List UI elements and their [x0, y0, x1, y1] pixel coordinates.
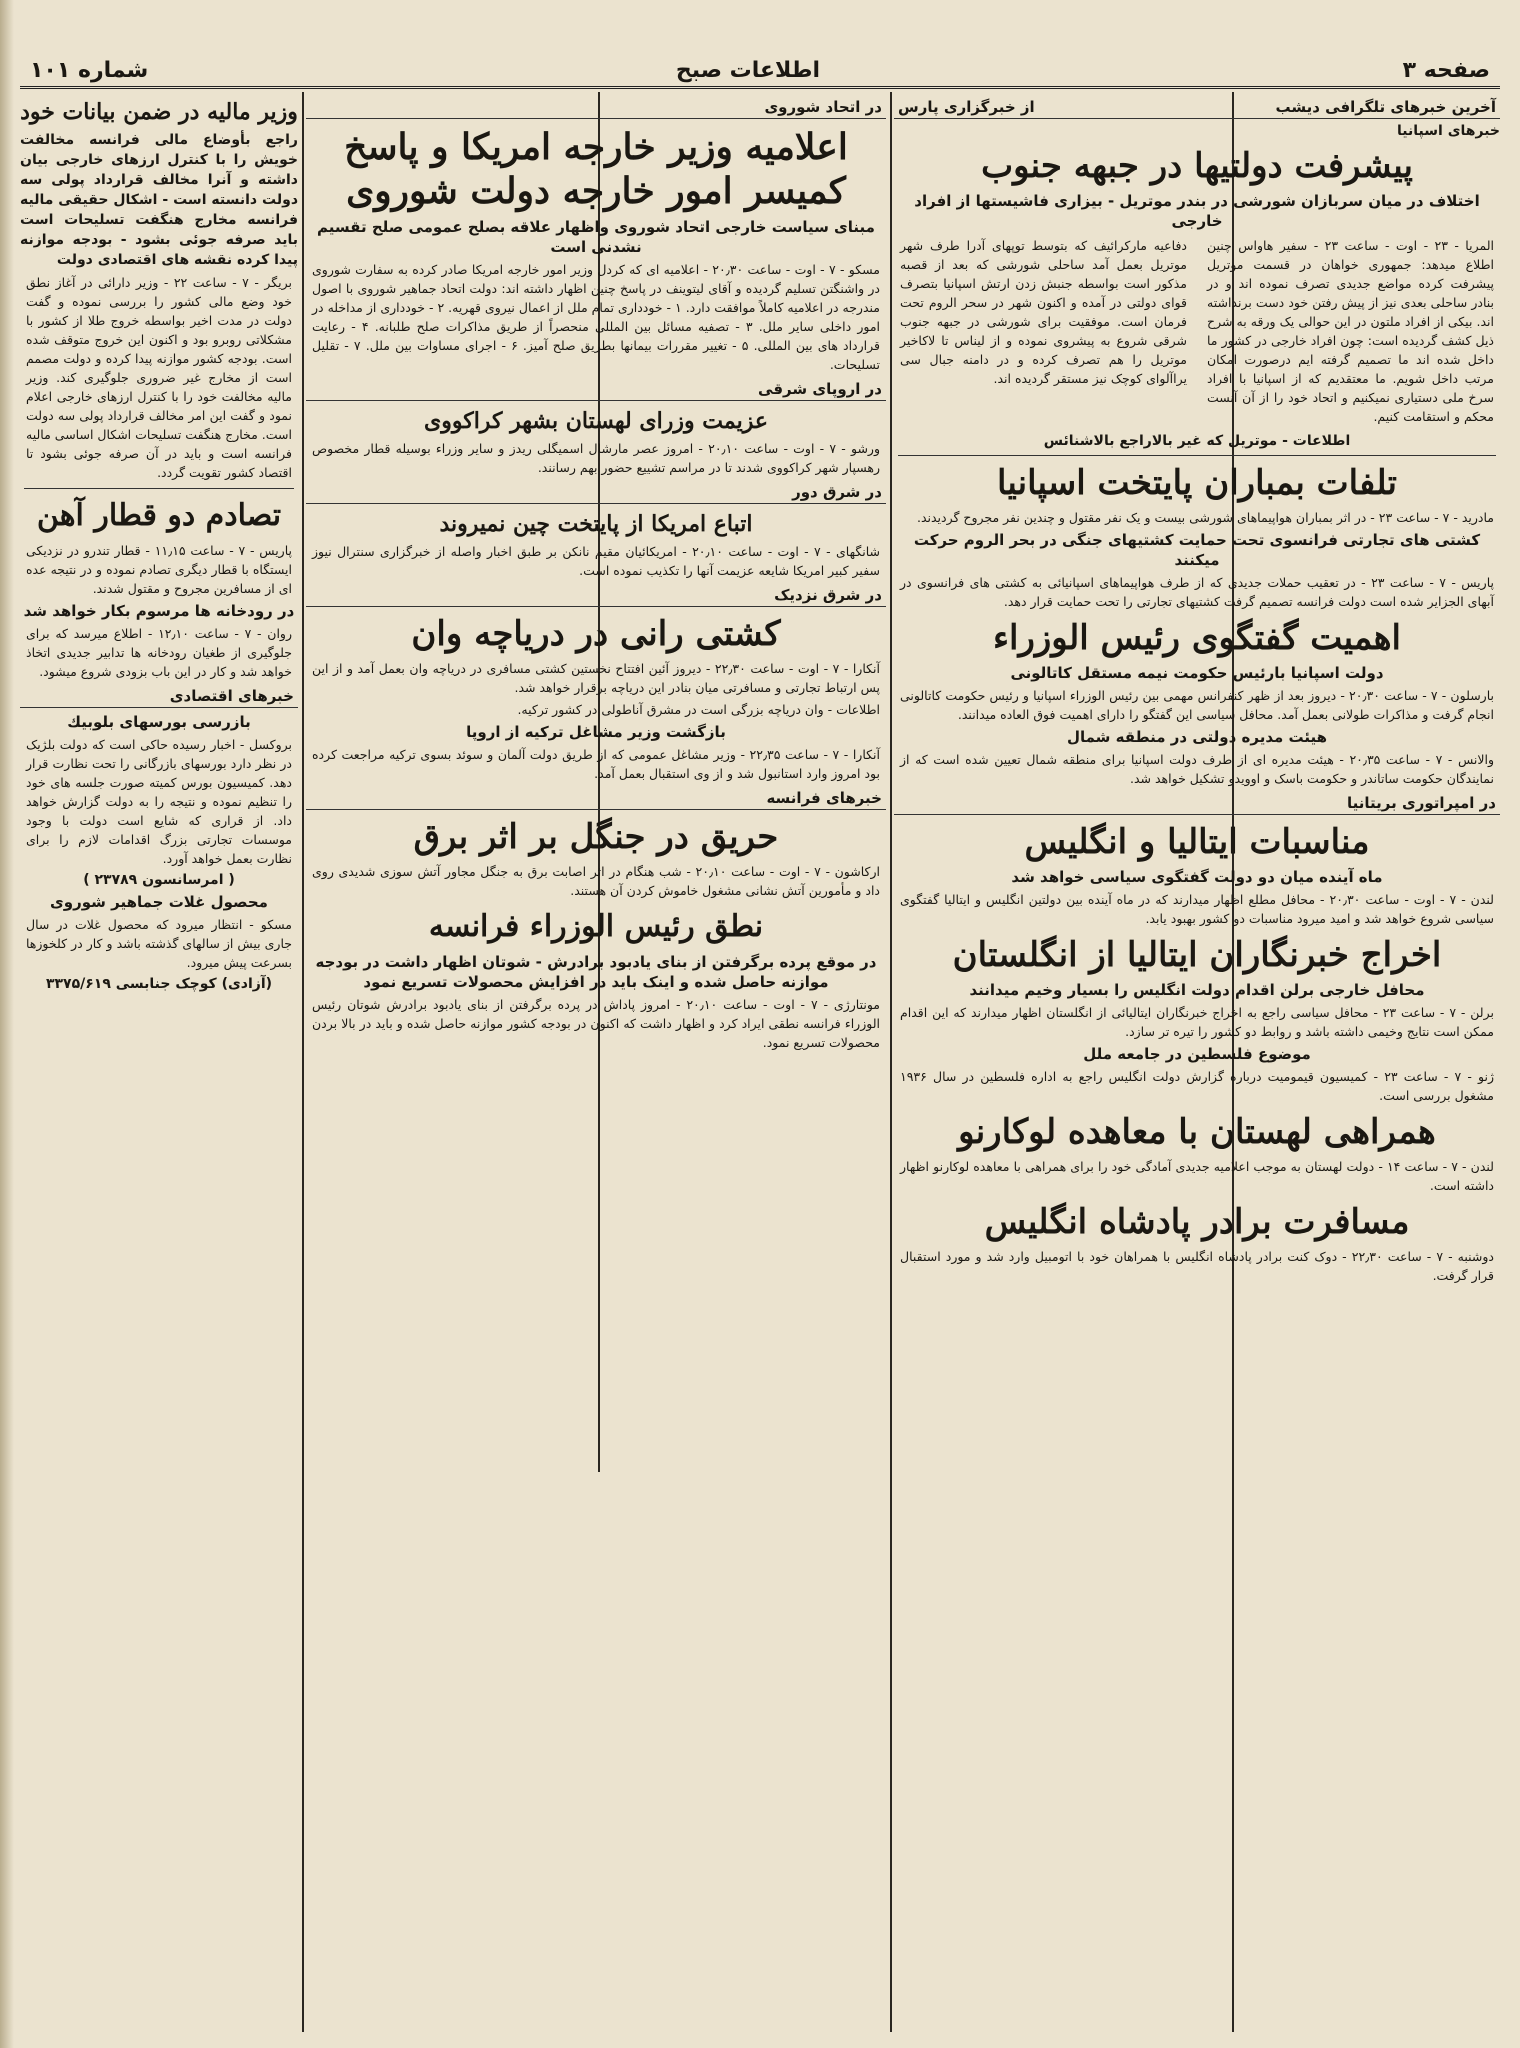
headline-train: تصادم دو قطار آهن: [36, 498, 282, 533]
article-turk: آنکارا - ۷ - ساعت ۲۲٫۳۵ - وزیر مشاغل عمومی که از طریق دولت آلمان و سوئد بسوی ترکیه مراجعت کرده بود امروز وارد استانبول شد و از وی استقبال بعمل آمد.: [312, 747, 880, 781]
footer-ad: (آزادی) کوچک جنابسی ۳۳۷۵/۶۱۹: [45, 976, 273, 992]
subhead-exchange: بازرسی بورسهای بلوبیك: [67, 713, 251, 731]
article-china: شانگهای - ۷ - اوت - ساعت ۲۰٫۱۰ - امریکائیان مقیم نانکن بر طبق اخبار واصله از خبرگزاری سنترال نیوز سفیر کبیر امریکا شایعه عزیمت آنها را تکذیب نموده است.: [312, 544, 880, 578]
dateline: اطلاعات - موتریل که غیر بالاراجع بالاشنائس: [1043, 433, 1351, 449]
subhead-palestine: موضوع فلسطین در جامعه ملل: [1083, 1045, 1311, 1063]
article-madrid: مادرید - ۷ - ساعت ۲۳ - در اثر بمباران هواپیماهای شورشی بیست و یک نفر مقتول و چندین نفر مجروح گردیدند.: [916, 510, 1494, 525]
article-finance: بریگر - ۷ - ساعت ۲۲ - وزیر دارائی در آغاز نطق خود وضع مالی کشور را بررسی نموده و گفت دولت در مدت اخیر بواسطه خروج طلا از کشور با مشکلاتی روبرو بود و اکنون این خروج متوقف شده است. بودجه کشور موازنه پیدا کرده و دولت مصمم است از مخارج غیر ضروری جلوگیری کند. وزیر مالیه مخالفت خود را با کنترل ارزهای خارجی اعلام نمود و گفت این امر مخالف قرارداد پولی سه دولت است. مخارج هنگفت تسلیحات اشکال اساسی مالیه فرانسه است و باید در آن صرفه جوئی بشود تا اقتصاد کشور تقویت گردد.: [26, 275, 292, 480]
article-progress: المریا - ۲۳ - اوت - ساعت ۲۳ - سفیر هاواس چنین اطلاع میدهد: جمهوری خواهان در قسمت موتریل پیشرفت کرده مواضع جدیدی تصرف نموده اند و در بنادر ساحلی بعدی نیز از پیش رفتن خود دست برنداشته اند. بیکی از افراد ملتون در این حوالی یک ورقه به شرح ذیل کشف گردیده است: چون افراد خارجی در کشور ما داخل شده اند ما تصمیم گرفته ایم درصورت امکان مرتب داخل شویم. ما معتقدیم که از اسپانیا با افراد سرخ ملی دستیاری نمیکنیم و اتحاد خود را از آن آنست محکم و استقامت کنیم.: [1207, 238, 1495, 424]
subhead-us: مبنای سیاست خارجی اتحاد شوروی واظهار علاقه بصلح عمومی صلح تقسیم نشدنی است: [317, 218, 875, 256]
headline-fire: حریق در جنگل بر اثر برق: [413, 817, 779, 857]
section-spain: خبرهای اسپانیا: [1397, 123, 1500, 139]
subhead-talk: دولت اسپانیا بارئیس حکومت نیمه مستقل کاتالونی: [1010, 664, 1384, 682]
subhead-ships: کشتی های تجارتی فرانسوی تحت حمایت کشتیهای جنگی در بحر الروم حرکت میکنند: [913, 531, 1481, 569]
article-boat: آنکارا - ۷ - اوت - ساعت ۲۲٫۳۰ - دیروز آئین افتتاح نخستین کشتی مسافری در دریاچه وان بعمل آمد و از این پس ارتباط تجارتی و مسافرتی میان بنادر این دریاچه برقرار خواهد شد.: [312, 661, 880, 695]
subhead-river: در رودخانه ها مرسوم بکار خواهد شد: [23, 602, 295, 620]
divider: [24, 488, 294, 489]
article-north: والانس - ۷ - ساعت ۲۰٫۳۵ - هیئت مدیره ای از طرف دولت اسپانیا برای منطقه شمال تعیین شده است که از نمایندگان حکومت ساتاندر و حکومت باسک و اوویدو تشکیل خواهد شد.: [900, 752, 1495, 786]
headline-italy: مناسبات ایتالیا و انگلیس: [1024, 822, 1370, 862]
headline-boat: کشتی رانی در دریاچه وان: [411, 614, 781, 654]
note-info: اطلاعات - وان دریاچه بزرگی است در مشرق آناطولی در کشور ترکیه.: [517, 702, 880, 717]
headline-poland: همراهی لهستان با معاهده لوکارنو: [958, 1112, 1436, 1152]
subhead-progress: اختلاف در میان سربازان شورشی در بندر موتریل - بیزاری فاشیستها از افراد خارجی: [914, 192, 1480, 230]
section-kicker: [894, 96, 1500, 119]
divider: [898, 455, 1496, 456]
headline-finance: وزیر مالیه در ضمن بیانات خود: [20, 99, 298, 125]
article-river: روان - ۷ - ساعت ۱۲٫۱۰ - اطلاع میرسد که برای جلوگیری از طغیان رودخانه ها تدابیر جدیدی اتخاذ خواهد شد و کار در این باب بزودی شروع میشود.: [26, 626, 292, 679]
section-soviet: در اتحاد شوروی: [306, 96, 886, 119]
article-text: موفقیت برای شورشی در جبهه جنوب شرقی شروع به پیشروی نموده و از لیناس تا لاکاخیر موتریل را هم تصرف کرده و در دامنه جبال سی یراآلوای کوچک نیز مستقر گردیده اند.: [900, 314, 1187, 386]
issue-number: شماره ۱۰۱: [30, 58, 149, 83]
article-grain: مسکو - انتظار میرود که محصول غلات در سال جاری بیش از سالهای گذشته باشد و کار در کلخوزها بسرعت پیش میرود.: [26, 917, 292, 970]
article-exchange: بروکسل - اخبار رسیده حاکی است که دولت بلژیک در نظر دارد بورسهای بازرگانی را تحت نظارت قرار دهد. کمیسیون بورس کمیته صورت جلسه های خود را تنظیم نموده و نتیجه را به دولت گزارش خواهد داد. از قراری که شایع است دولت با وجود موسسات تجارتی بزرگ اقدامات لازم را برای نظارت بعمل خواهد آورد.: [26, 737, 292, 866]
right-columns: [894, 92, 1500, 2032]
subhead-speech: در موقع پرده برگرفتن از بنای یادبود برادرش - شوتان اظهار داشت در بودجه موازنه حاصل شده و اینک باید در افزایش محصولات تسریع نمود: [315, 953, 877, 991]
article-palestine: ژنو - ۷ - ساعت ۲۳ - کمیسیون قیمومیت درباره گزارش دولت انگلیس راجع به اداره فلسطین در سال ۱۹۳۶ مشغول بررسی است.: [900, 1069, 1494, 1103]
subhead-grain: محصول غلات جماهیر شوروی: [50, 893, 268, 911]
article-expel: برلن - ۷ - ساعت ۲۳ - محافل سیاسی راجع به اخراج خبرنگاران ایتالیائی از انگلستان اظهار میدارند که این اقدام ممکن است نتایج وخیمی داشته باشد و روابط دو کشور را تیره تر سازد.: [900, 1005, 1494, 1039]
headline-progress: پیشرفت دولتیها در جبهه جنوب: [981, 146, 1413, 186]
headline-us: اعلامیه وزیر خارجه امریکا و پاسخ کمیسر امور خارجه دولت شوروی: [344, 126, 848, 212]
article-train: پاریس - ۷ - ساعت ۱۱٫۱۵ - قطار تندرو در نزدیکی ایستگاه با قطار دیگری تصادم نموده و در نتیجه عده ای از مسافرین مجروح و مقتول شدند.: [26, 543, 293, 596]
headline-king: مسافرت برادر پادشاه انگلیس: [984, 1202, 1410, 1242]
headline-expel: اخراج خبرنگاران ایتالیا از انگلستان: [952, 935, 1442, 975]
article-us: مسکو - ۷ - اوت - ساعت ۲۰٫۳۰ - اعلامیه ای که کردل وزیر امور خارجه امریکا صادر کرده به سفارت شوروی در واشنگتن تسلیم گردیده و آقای لیتوینف در پاسخ چنین اظهار داشته اند: دولت اتحاد جماهیر شوروی با اصول مندرجه در اعلامیه کاملاً موافقت دارد. ۱ - خودداری تمام ملل از اعمال نیروی قهریه. ۲ - خودداری از مداخله در امور داخلی سایر ملل. ۳ - تصفیه مسائل بین المللی منحصراً از طریق مذاکرات صلح طلبانه. ۴ - رعایت قرارداد های بین المللی. ۵ - تغییر مقررات بیمانها بطریق صلح آمیز. ۶ - اجرای مساوات بین ملل. ۷ - تقلیل تسلیحات.: [312, 262, 881, 372]
article-talk: بارسلون - ۷ - ساعت ۲۰٫۳۰ - دیروز بعد از ظهر کنفرانس مهمی بین رئیس الوزراء اسپانیا و رئیس حکومت کاتالونی انجام گرفت و مذاکرات طولانی بعمل آمد. محافل سیاسی این گفتگو را دارای اهمیت فوق العاده میدانند.: [900, 688, 1495, 722]
column-rule: [890, 92, 892, 2032]
article-speech: مونتارژی - ۷ - اوت - ساعت ۲۰٫۱۰ - امروز پاداش در پرده برگرفتن از بنای یادبود برادرش شوتان رئیس الوزراء فرانسه نطقی ایراد کرد و اظهار داشت که اکنون در بودجه کشور موازنه حاصل شده و باید در بالا بردن محصولات تسریع نمود.: [312, 997, 880, 1050]
article-king: دوشنبه - ۷ - ساعت ۲۲٫۳۰ - دوک کنت برادر پادشاه انگلیس با همراهان خود با اتومبیل وارد شد و مورد استقبال قرار گرفت.: [900, 1249, 1494, 1283]
headline-krakow: عزیمت وزرای لهستان بشهر کراکووی: [424, 408, 768, 434]
paper-name: اطلاعات صبح: [675, 58, 820, 83]
subhead-finance: راجع بأوضاع مالی فرانسه مخالفت خویش را با کنترل ارزهای خارجی بیان داشته و آنرا مخالف قرارداد پولی سه دولت دانسته است - اشکال حقیقی مالیه فرانسه مخارج هنگفت تسلیحات است باید صرفه جوئی بشود - بودجه موازنه پیدا کرده نقشه های اقتصادی دولت: [20, 132, 298, 268]
article-fire: ارکاشون - ۷ - اوت - ساعت ۲۰٫۱۰ - شب هنگام در اثر اصابت برق به جنگل مجاور آتش سوزی شدیدی روی داد و مأمورین آتش نشانی مشغول خاموش کردن آن هستند.: [312, 864, 880, 898]
subhead-turk: بازگشت وزیر مشاغل ترکیه از اروپا: [466, 723, 726, 741]
article-krakow: ورشو - ۷ - اوت - ساعت ۲۰٫۱۰ - امروز عصر مارشال اسمیگلی ریدز و سایر وزراء بوسیله قطار مخصوص رهسپار شهر کراکووی شدند تا در مراسم تشییع حضور بهم رسانند.: [312, 441, 880, 475]
column-rule: [302, 92, 304, 2032]
article-poland: لندن - ۷ - ساعت ۱۴ - دولت لهستان به موجب اعلامیه جدیدی آمادگی خود را برای همراهی با معاهده لوکارنو اظهار داشته است.: [900, 1159, 1494, 1193]
section-neareast: در شرق نزدیک: [306, 584, 886, 607]
article-italy: لندن - ۷ - اوت - ساعت ۲۰٫۳۰ - محافل مطلع اظهار میدارند که در ماه آینده بین دولتین انگلیس و ایتالیا گفتگوی سیاسی شروع خواهد شد و امید میرود مناسبات دو کشور بهبود یابد.: [900, 892, 1494, 926]
article-ships: پاریس - ۷ - ساعت ۲۳ - در تعقیب حملات جدیدی که از طرف هواپیماهای اسپانیائی به کشتی های فرانسوی در آبهای الجزایر شده است دولت فرانسه تصمیم گرفت کشتیهای تجارتی را تحت حمایت قرار دهد.: [900, 575, 1494, 609]
headline-madrid: تلفات بمباران پایتخت اسپانیا: [997, 463, 1397, 503]
paper-edge: [0, 0, 14, 2048]
subhead-italy: ماه آینده میان دو دولت گفتگوی سیاسی خواهد شد: [1011, 868, 1383, 886]
subhead-north: هیئت مدیره دولتی در منطقه شمال: [1066, 728, 1328, 746]
section-econ: خبرهای اقتصادی: [20, 685, 298, 708]
masthead: [20, 58, 1500, 89]
article-progress-cont: [900, 236, 1187, 426]
headline-china: اتباع امریکا از پایتخت چین نمیروند: [439, 511, 753, 537]
left-column: [20, 92, 298, 2032]
section-fareast: در شرق دور: [306, 481, 886, 504]
headline-talk: اهمیت گفتگوی رئیس الوزراء: [993, 618, 1401, 658]
headline-speech: نطق رئیس الوزراء فرانسه: [428, 909, 764, 944]
subhead-expel: محافل خارجی برلن اقدام دولت انگلیس را بسیار وخیم میدانند: [969, 981, 1425, 999]
section-france: خبرهای فرانسه: [306, 787, 886, 810]
kicker-agency: از خبرگزاری پارس: [898, 98, 1035, 116]
section-britain: در امپراتوری بریتانیا: [894, 792, 1500, 815]
page-label: صفحه ۳: [1402, 58, 1490, 83]
article-text: دفاعیه مارکرائیف که بتوسط توپهای آدرا طرف شهر موتریل بعمل آمد ساحلی شورشی که بعد از قصبه مذکور است بواسطه جنبش زدن ارتش اسپانیا بتصرف قوای دولتی در آمده و اکنون شهر در سحر الروم تحت فرمان است.: [900, 238, 1187, 329]
signature: ( امرسانسون ۲۳۷۸۹ ): [83, 872, 235, 888]
middle-column: [306, 92, 886, 2032]
section-east: در اروپای شرقی: [306, 378, 886, 401]
kicker-telegraph: آخرین خبرهای تلگرافی دیشب: [1275, 98, 1496, 116]
